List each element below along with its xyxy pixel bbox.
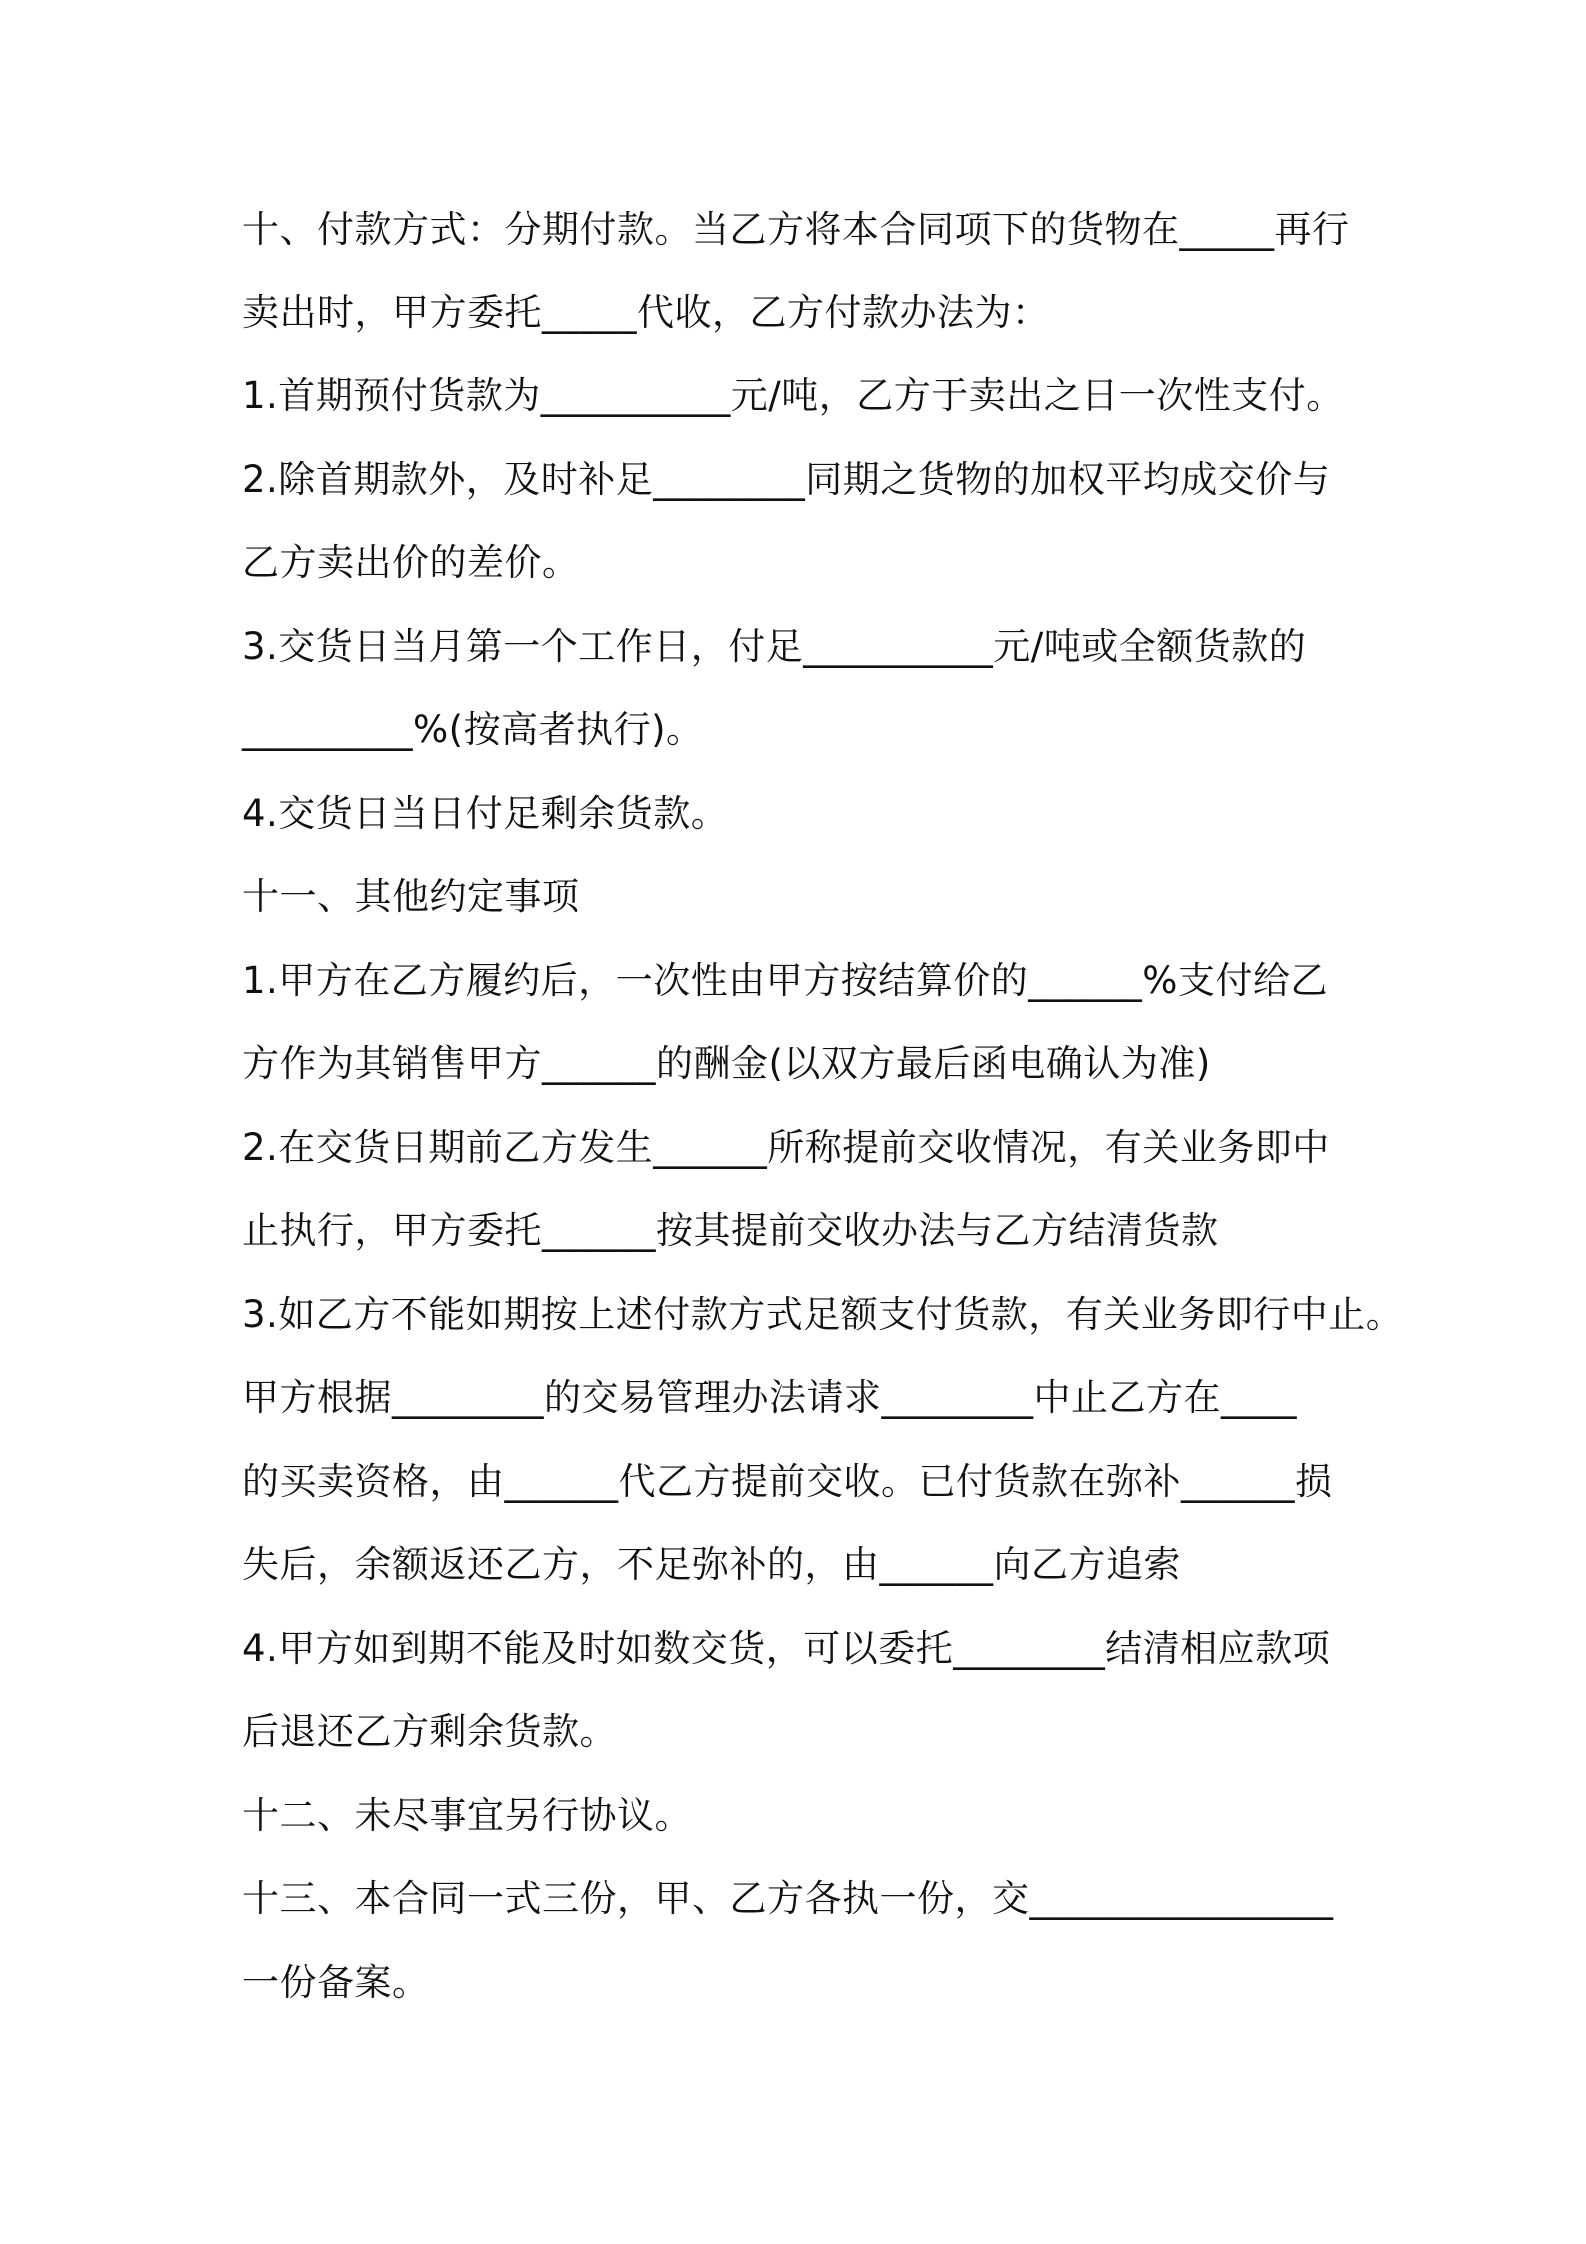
- clause-13: 十三、本合同一式三份，甲、乙方各执一份，交________________: [242, 1877, 1334, 1920]
- clause-11-item-4: 4.甲方如到期不能及时如数交货，可以委托________结清相应款项: [242, 1627, 1331, 1670]
- clause-11-item-3-cont-2: 的买卖资格，由______代乙方提前交收。已付货款在弥补______损: [242, 1460, 1333, 1503]
- clause-11-item-2-cont: 止执行，甲方委托______按其提前交收办法与乙方结清货款: [242, 1209, 1219, 1252]
- clause-10-item-2: 2.除首期款外，及时补足________同期之货物的加权平均成交价与: [242, 458, 1331, 501]
- clause-10-item-3: 3.交货日当月第一个工作日，付足__________元/吨或全额货款的: [242, 625, 1307, 668]
- clause-12: 十二、未尽事宜另行协议。: [242, 1794, 692, 1837]
- clause-11-item-4-cont: 后退还乙方剩余货款。: [242, 1710, 617, 1753]
- clause-10-item-3-cont: _________%(按高者执行)。: [242, 708, 704, 751]
- clause-13-cont: 一份备案。: [242, 1961, 430, 2004]
- clause-11-item-1-cont: 方作为其销售甲方______的酬金(以双方最后函电确认为准): [242, 1042, 1211, 1085]
- clause-10-item-4: 4.交货日当日付足剩余货款。: [242, 792, 729, 835]
- clause-11-item-2: 2.在交货日期前乙方发生______所称提前交收情况，有关业务即中: [242, 1126, 1330, 1169]
- clause-10-payment-method-cont: 卖出时，甲方委托_____代收，乙方付款办法为：: [242, 291, 1050, 334]
- clause-11-item-3-cont-3: 失后，余额返还乙方，不足弥补的，由______向乙方追索: [242, 1543, 1181, 1586]
- clause-10-payment-method: 十、付款方式：分期付款。当乙方将本合同项下的货物在_____再行: [242, 208, 1350, 251]
- clause-11-item-1: 1.甲方在乙方履约后，一次性由甲方按结算价的______%支付给乙: [242, 959, 1328, 1002]
- clause-11-heading: 十一、其他约定事项: [242, 875, 580, 918]
- clause-11-item-3-cont-1: 甲方根据________的交易管理办法请求________中止乙方在____: [242, 1376, 1297, 1419]
- clause-11-item-3: 3.如乙方不能如期按上述付款方式足额支付货款，有关业务即行中止。: [242, 1293, 1404, 1336]
- clause-10-item-1: 1.首期预付货款为__________元/吨，乙方于卖出之日一次性支付。: [242, 374, 1344, 417]
- clause-10-item-2-cont: 乙方卖出价的差价。: [242, 541, 580, 584]
